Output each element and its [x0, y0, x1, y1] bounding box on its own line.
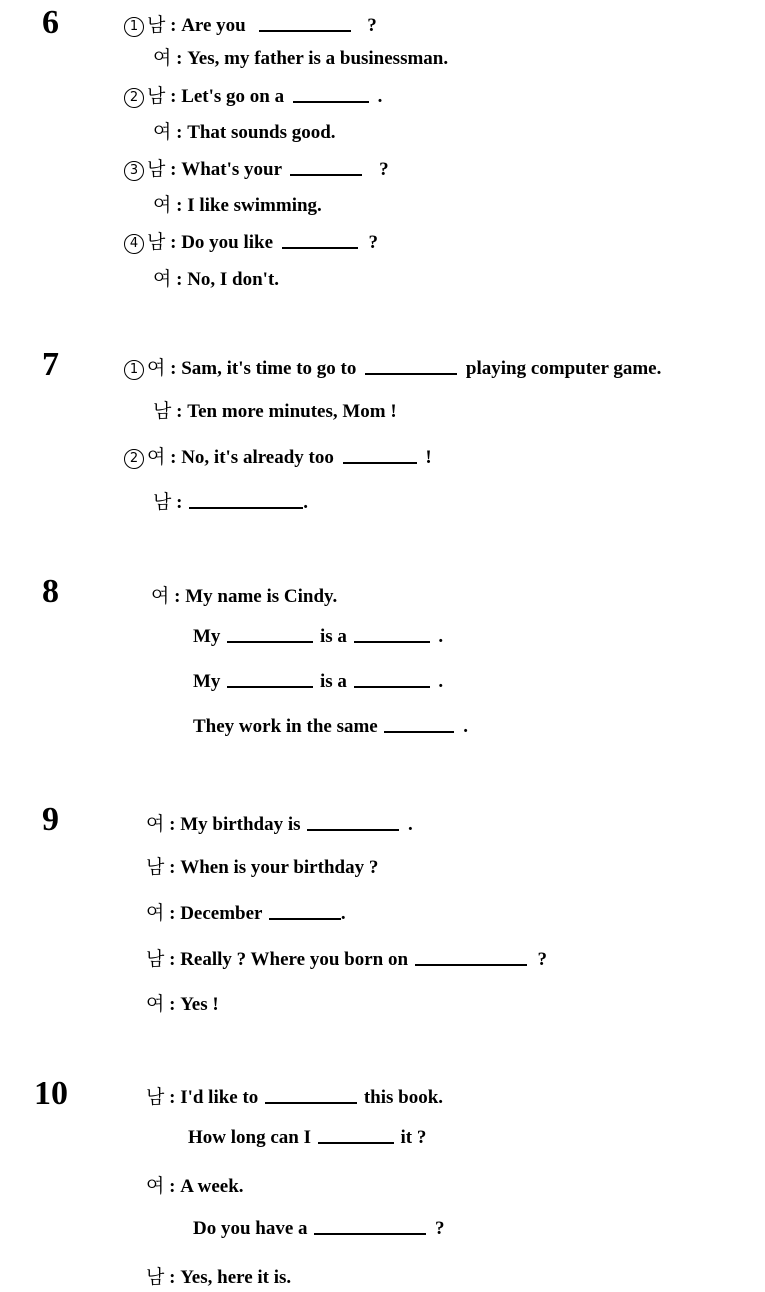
question-number-9: 9: [42, 801, 59, 838]
dialogue-line: 여 : My name is Cindy.: [151, 585, 338, 607]
choice-number-1: 1: [124, 360, 144, 380]
dialogue-line: 1 여 : Sam, it's time to go to playing computer game.: [124, 353, 661, 380]
dialogue-text: I'd like to: [180, 1087, 259, 1108]
question-number-6: 6: [42, 4, 59, 41]
dialogue-text: Sam, it's time to go to: [181, 358, 357, 379]
answer-blank[interactable]: [365, 357, 457, 375]
speaker-label: 남: [147, 231, 166, 253]
answer-blank[interactable]: [307, 813, 399, 831]
dialogue-line: 여 : No, I don't.: [153, 268, 280, 290]
dialogue-end: this book.: [363, 1087, 444, 1108]
dialogue-text: My birthday is: [180, 814, 301, 835]
dialogue-line: 여 : My birthday is .: [146, 813, 413, 835]
answer-blank[interactable]: [282, 231, 358, 249]
dialogue-line: [193, 715, 468, 738]
dialogue-line: [193, 670, 443, 693]
speaker-label: 남: [153, 400, 172, 422]
speaker-label: 남: [146, 1266, 165, 1288]
dialogue-text: How long can I: [188, 1127, 311, 1148]
dialogue-end: .: [377, 86, 383, 107]
dialogue-line: [193, 625, 443, 648]
speaker-label: 남: [146, 948, 165, 970]
answer-blank[interactable]: [227, 625, 313, 643]
dialogue-line: 여 : A week.: [146, 1175, 244, 1197]
choice-number-1: 1: [124, 17, 144, 37]
dialogue-text: No, it's already too: [181, 447, 334, 468]
dialogue-line: 여 : I like swimming.: [153, 194, 322, 216]
dialogue-line: 여 : Yes !: [146, 993, 219, 1015]
dialogue-line: 남 : When is your birthday ?: [146, 856, 379, 878]
dialogue-end: ?: [368, 232, 379, 253]
answer-blank[interactable]: [189, 491, 303, 509]
dialogue-text: is a: [319, 626, 347, 647]
dialogue-line: 여 : Yes, my father is a businessman.: [153, 47, 449, 69]
dialogue-end: ?: [367, 15, 377, 36]
speaker-label: 남: [147, 158, 166, 180]
dialogue-text: Ten more minutes, Mom !: [187, 401, 397, 422]
dialogue-end: ?: [379, 159, 389, 180]
answer-blank[interactable]: [415, 948, 527, 966]
dialogue-text: December: [180, 903, 263, 924]
answer-blank[interactable]: [265, 1086, 357, 1104]
speaker-label: 여: [153, 194, 172, 216]
dialogue-line: 남 : Really ? Where you born on ?: [146, 948, 548, 970]
dialogue-text: Yes, here it is.: [180, 1267, 292, 1288]
dialogue-text: When is your birthday ?: [180, 857, 379, 878]
dialogue-text: Are you: [181, 15, 246, 36]
speaker-label: 여: [146, 1175, 165, 1197]
dialogue-end: .: [340, 903, 346, 924]
dialogue-end: .: [303, 492, 308, 513]
answer-blank[interactable]: [227, 670, 313, 688]
dialogue-end: .: [463, 716, 468, 737]
dialogue-text: Do you have a: [193, 1218, 308, 1239]
dialogue-text: Yes, my father is a businessman.: [187, 48, 449, 69]
speaker-label: 여: [151, 585, 170, 607]
dialogue-end: .: [438, 626, 444, 647]
dialogue-line: 여 : That sounds good.: [153, 121, 336, 143]
question-number-10: 10: [34, 1075, 68, 1112]
dialogue-text: They work in the same: [193, 716, 378, 737]
dialogue-line: 2 남 : Let's go on a .: [124, 81, 382, 108]
dialogue-text: Yes !: [180, 994, 219, 1015]
dialogue-end: !: [425, 447, 432, 468]
speaker-label: 여: [147, 446, 166, 468]
dialogue-line: 남 : .: [153, 491, 308, 513]
choice-number-3: 3: [124, 161, 144, 181]
dialogue-end: it ?: [400, 1127, 427, 1148]
dialogue-text: No, I don't.: [187, 269, 280, 290]
answer-blank[interactable]: [354, 625, 430, 643]
dialogue-line: 여 : December .: [146, 902, 346, 924]
dialogue-text: is a: [319, 671, 347, 692]
choice-number-2: 2: [124, 88, 144, 108]
choice-number-2: 2: [124, 449, 144, 469]
dialogue-text: My: [193, 626, 221, 647]
answer-blank[interactable]: [290, 158, 362, 176]
answer-blank[interactable]: [318, 1126, 394, 1144]
speaker-label: 여: [146, 993, 165, 1015]
dialogue-line: 3 남 : What's your ?: [124, 154, 389, 181]
speaker-label: 여: [153, 121, 172, 143]
dialogue-text: What's your: [181, 159, 282, 180]
answer-blank[interactable]: [354, 670, 430, 688]
speaker-label: 여: [153, 47, 172, 69]
speaker-label: 남: [153, 491, 172, 513]
dialogue-text: My name is Cindy.: [185, 586, 338, 607]
dialogue-line: [193, 1217, 445, 1240]
answer-blank[interactable]: [269, 902, 341, 920]
dialogue-line: [188, 1126, 426, 1149]
dialogue-text: That sounds good.: [187, 122, 336, 143]
dialogue-line: 남 : Yes, here it is.: [146, 1266, 292, 1288]
dialogue-end: ?: [537, 949, 548, 970]
answer-blank[interactable]: [314, 1217, 426, 1235]
dialogue-text: Really ? Where you born on: [180, 949, 409, 970]
dialogue-line: 2 여 : No, it's already too !: [124, 442, 432, 469]
dialogue-text: My: [193, 671, 221, 692]
dialogue-end: .: [438, 671, 444, 692]
dialogue-text: Do you like: [181, 232, 274, 253]
speaker-label: 남: [147, 14, 166, 36]
answer-blank[interactable]: [343, 446, 417, 464]
dialogue-text: I like swimming.: [187, 195, 322, 216]
speaker-label: 여: [146, 813, 165, 835]
speaker-label: 남: [146, 1086, 165, 1108]
dialogue-line: 남 : I'd like to this book.: [146, 1086, 444, 1108]
dialogue-line: 4 남 : Do you like ?: [124, 227, 378, 254]
answer-blank[interactable]: [293, 85, 369, 103]
speaker-label: 여: [147, 357, 166, 379]
question-number-8: 8: [42, 573, 59, 610]
answer-blank[interactable]: [259, 14, 351, 32]
speaker-label: 남: [146, 856, 165, 878]
speaker-label: 남: [147, 85, 166, 107]
dialogue-text: Let's go on a: [181, 86, 285, 107]
speaker-label: 여: [146, 902, 165, 924]
dialogue-end: .: [408, 814, 413, 835]
speaker-label: 여: [153, 268, 172, 290]
dialogue-line: 남 : Ten more minutes, Mom !: [153, 400, 397, 422]
dialogue-end: ?: [435, 1218, 445, 1239]
dialogue-end: playing computer game.: [465, 358, 662, 379]
choice-number-4: 4: [124, 234, 144, 254]
question-number-7: 7: [42, 346, 59, 383]
dialogue-line: 1 남 : Are you ?: [124, 10, 377, 37]
dialogue-text: A week.: [180, 1176, 244, 1197]
answer-blank[interactable]: [384, 715, 454, 733]
